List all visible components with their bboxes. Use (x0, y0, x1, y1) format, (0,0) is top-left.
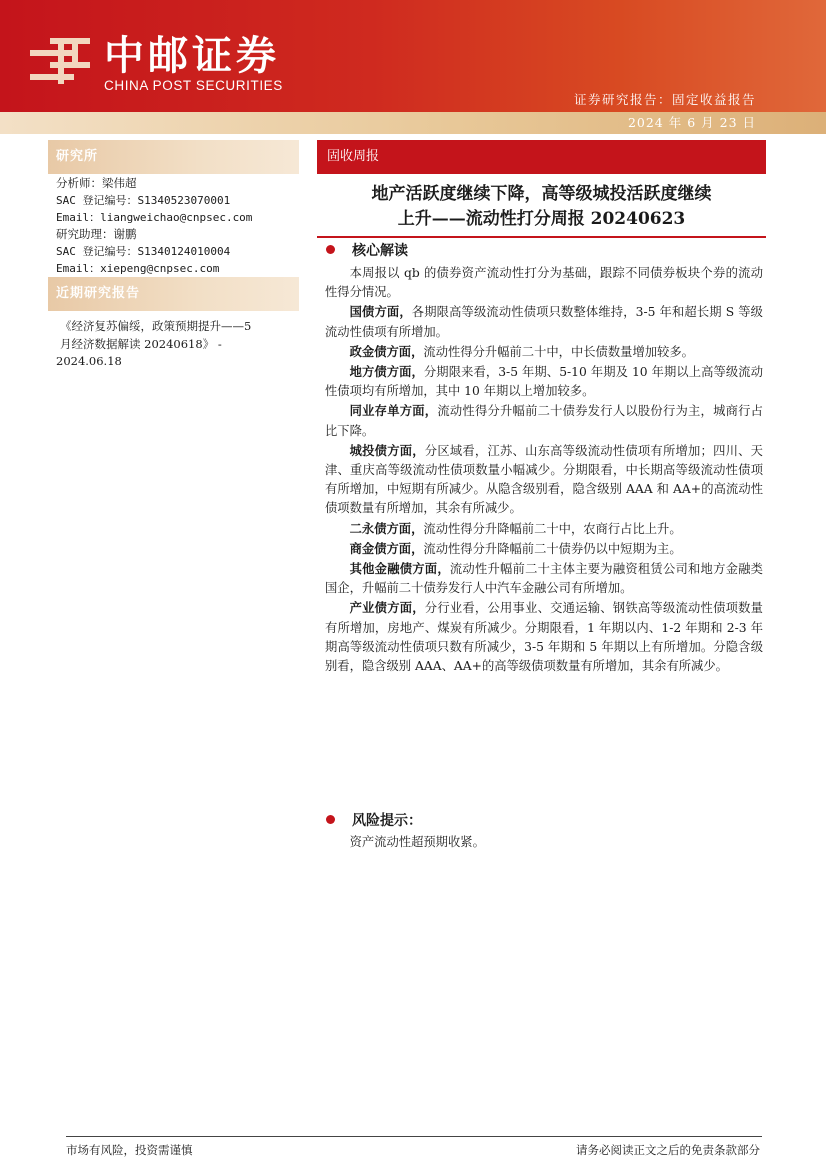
footer-divider (66, 1136, 762, 1137)
institute-heading: 研究所 (48, 140, 299, 174)
paragraph-label: 城投债方面， (349, 442, 425, 458)
paragraph-text: 流动性升幅前二十主体主要为融资租赁公司和地方金融类国企，升幅前二十债券发行人中汽车金融公司有所增加。 (325, 562, 763, 596)
title-divider (317, 236, 766, 238)
risk-text: 资产流动性超预期收紧。 (349, 835, 485, 849)
paragraph-label: 国债方面， (349, 304, 412, 320)
recent-report-line: 《经济复苏偏绥，政策预期提升——5 (60, 319, 252, 333)
analyst-sac-id: SAC 登记编号：S1340523070001 (56, 194, 231, 207)
paragraph-label: 产业债方面， (349, 600, 425, 616)
logo-english-text: CHINA POST SECURITIES (104, 78, 283, 93)
paragraph-label: 地方债方面， (349, 364, 424, 380)
core-section-heading (326, 241, 408, 261)
recent-report-date: 2024.06.18 (56, 354, 122, 368)
risk-section-heading (326, 811, 422, 831)
perpetual-bond-paragraph (325, 519, 763, 539)
paragraph-label: 二永债方面， (349, 520, 424, 536)
commercial-bank-paragraph (325, 539, 763, 559)
report-title-line1: 地产活跃度继续下降，高等级城投活跃度继续 (371, 184, 712, 204)
paragraph-label: 其他金融债方面， (349, 561, 450, 577)
assistant-name: 研究助理：谢鹏 (56, 227, 137, 241)
report-category-tag: 固收周报 (317, 140, 766, 174)
intro-paragraph: 本周报以 qb 的债券资产流动性打分为基础，跟踪不同债券板块个券的流动性得分情况。 (325, 266, 763, 300)
industrial-bond-paragraph (325, 598, 763, 676)
recent-report-item[interactable] (56, 318, 252, 371)
analyst-email: Email：liangweichao@cnpsec.com (56, 211, 253, 224)
report-date: 2024 年 6 月 23 日 (627, 115, 756, 130)
assistant-email: Email：xiepeng@cnpsec.com (56, 262, 220, 275)
local-gov-paragraph (325, 362, 763, 401)
lgfv-paragraph (325, 441, 763, 519)
footer-disclaimer-left: 市场有风险，投资需谨慎 (66, 1143, 193, 1157)
paragraph-text: 流动性得分升幅前二十中，中长债数量增加较多。 (423, 344, 694, 359)
treasury-paragraph (325, 302, 763, 341)
other-financial-paragraph (325, 559, 763, 598)
paragraph-text: 分期限来看，3-5 年期、5-10 年期及 10 年期以上高等级流动性债项均有所增加，其中 10 年期以上增加较多。 (325, 365, 763, 399)
assistant-sac-id: SAC 登记编号：S1340124010004 (56, 245, 231, 258)
ncd-paragraph (325, 401, 763, 440)
risk-section-body (325, 833, 763, 852)
core-section-body (325, 264, 763, 676)
paragraph-text: 分区域看，江苏、山东高等级流动性债项有所增加；四川、天津、重庆高等级流动性债项数量小幅减少。分期限看，中长期高等级流动性债项有所增加，中短期有所减少。从隐含级别看，隐含级别 AAA 和 AA+的高流动性债项数量有所增加，其余有所减少。 (325, 443, 763, 516)
footer-disclaimer-right: 请务必阅读正文之后的免责条款部分 (576, 1143, 760, 1157)
report-type: 证券研究报告：固定收益报告 (573, 92, 756, 107)
analyst-list (56, 175, 252, 277)
recent-reports-heading: 近期研究报告 (48, 277, 299, 311)
paragraph-label: 政金债方面， (349, 343, 424, 359)
logo-chinese-text: 中邮证券 (104, 33, 280, 79)
report-title-line2: 上升——流动性打分周报 20240623 (397, 209, 686, 229)
header-banner (0, 0, 826, 112)
paragraph-label: 商金债方面， (349, 540, 424, 556)
policy-bank-paragraph (325, 342, 763, 362)
risk-section-title: 风险提示： (352, 813, 422, 829)
paragraph-text: 各期限高等级流动性债项只数整体维持，3-5 年和超长期 S 等级流动性债项有所增加。 (325, 305, 763, 339)
recent-report-line: 月经济数据解读 20240618》 - (60, 336, 222, 351)
paragraph-text: 流动性得分升降幅前二十债券仍以中短期为主。 (423, 541, 682, 556)
china-post-logo-icon (28, 36, 94, 86)
paragraph-text: 流动性得分升降幅前二十中，农商行占比上升。 (423, 521, 682, 536)
paragraph-text: 分行业看，公用事业、交通运输、钢铁高等级流动性债项数量有所增加，房地产、煤炭有所减少。分期限看，1 年期以内、1-2 年期和 2-3 年期高等级流动性债项只数有所减少，3-5 年期和 5 年期以上有所增加。分隐含级别看，隐含级别 AAA、AA+的高等级债项数量有所增加，其余有所减少。 (325, 601, 763, 674)
bullet-icon (326, 815, 335, 824)
bullet-icon (326, 245, 335, 254)
core-section-title: 核心解读 (352, 243, 408, 259)
analyst-name: 分析师：梁伟超 (56, 176, 137, 190)
paragraph-label: 同业存单方面， (349, 403, 438, 419)
paragraph-text: 流动性得分升幅前二十债券发行人以股份行为主，城商行占比下降。 (325, 404, 763, 438)
